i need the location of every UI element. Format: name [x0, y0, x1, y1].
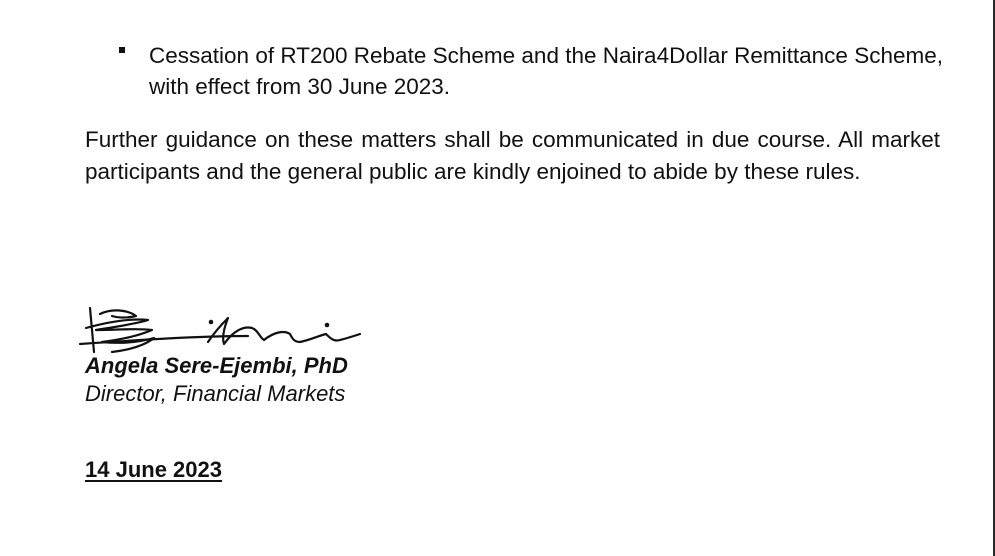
signatory-name: Angela Sere-Ejembi, PhD: [85, 353, 348, 378]
guidance-paragraph: Further guidance on these matters shall be communicated in due course. All market participants and the general public are kindly enjoined to abide by these rules.: [85, 127, 940, 184]
signatory-title: Director, Financial Markets: [85, 381, 346, 406]
square-bullet-icon: [119, 47, 125, 53]
bullet-list-item: [113, 40, 943, 102]
document-date: 14 June 2023: [85, 457, 222, 482]
bullet-text: Cessation of RT200 Rebate Scheme and the Naira4Dollar Remittance Scheme, with effect from 30 June 2023.: [149, 43, 943, 99]
